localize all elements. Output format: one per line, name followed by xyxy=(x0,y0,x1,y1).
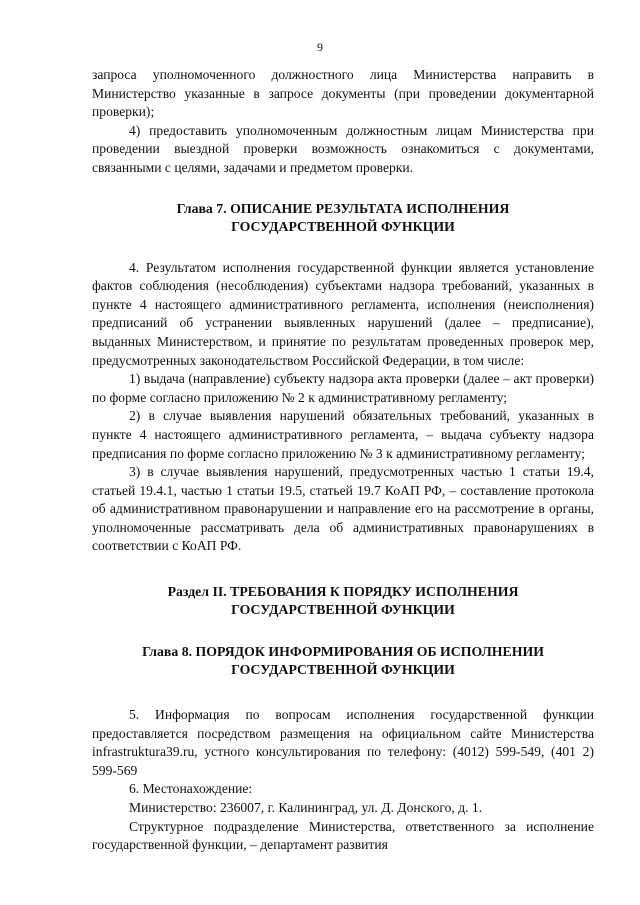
paragraph-6-location: 6. Местонахождение: xyxy=(129,781,253,797)
list-item-3: 3) в случае выявления нарушений, предусмотренных частью 1 статьи 19.4, статьей 19.4.1, частью 1 статьи 19.5, статьей 19.7 КоАП РФ, – составление протокола об административном правонарушении и направление его на рассмотрение в органы, уполномоченные рассматривать дела об административных правонарушениях в соответствии с КоАП РФ. xyxy=(92,464,594,554)
chapter-7-title-line-1: Глава 7. ОПИСАНИЕ РЕЗУЛЬТАТА ИСПОЛНЕНИЯ xyxy=(176,200,510,216)
list-item-1: 1) выдача (направление) субъекту надзора акта проверки (далее – акт проверки) по форме согласно приложению № 2 к административному регламенту; xyxy=(92,371,594,405)
list-item-2: 2) в случае выявления нарушений обязательных требований, указанных в пункте 4 настоящего административного регламента, – выдача субъекту надзора предписания по форме согласно приложению № 3 к административному регламенту; xyxy=(92,408,594,461)
chapter-7-title-line-2: ГОСУДАРСТВЕННОЙ ФУНКЦИИ xyxy=(231,218,455,234)
ministry-address: Министерство: 236007, г. Калининград, ул. Д. Донского, д. 1. xyxy=(129,800,483,816)
paragraph-item-4: 4) предоставить уполномоченным должностным лицам Министерства при проведении выездной проверки возможность ознакомиться с документами, связанными с целями, задачами и предметом проверки. xyxy=(92,122,594,175)
chapter-8-title-line-1: Глава 8. ПОРЯДОК ИНФОРМИРОВАНИЯ ОБ ИСПОЛНЕНИИ xyxy=(142,644,544,660)
paragraph-4-result: 4. Результатом исполнения государственной функции является установление фактов соблюдения (несоблюдения) субъектами надзора требований, указанных в пункте 4 настоящего административного регламента, исполнения (неисполнения) предписаний об устранении выявленных нарушений (далее – предписание), выданных Министерством, и принятие по результатам проведенных проверок мер, предусмотренных законодательством Российской Федерации, в том числе: xyxy=(92,259,594,368)
structural-unit-paragraph: Структурное подразделение Министерства, ответственного за исполнение государственной функции, – департамент развития xyxy=(92,818,594,853)
paragraph-request-continuation: запроса уполномоченного должностного лица Министерства направить в Министерство указанные в запросе документы (при проведении документарной проверки); xyxy=(92,67,594,120)
chapter-8-title-line-2: ГОСУДАРСТВЕННОЙ ФУНКЦИИ xyxy=(231,662,455,678)
section-2-title-line-1: Раздел II. ТРЕБОВАНИЯ К ПОРЯДКУ ИСПОЛНЕНИЯ xyxy=(167,584,519,600)
page-number: 9 xyxy=(317,40,323,54)
paragraph-5-information: 5. Информация по вопросам исполнения государственной функции предоставляется посредством размещения на официальном сайте Министерства infrastruktura39.ru, устного консультирования по телефону: (4012) 599-549, (401 2) 599-569 xyxy=(92,707,594,778)
section-2-title-line-2: ГОСУДАРСТВЕННОЙ ФУНКЦИИ xyxy=(231,602,455,618)
document-body xyxy=(92,66,594,855)
